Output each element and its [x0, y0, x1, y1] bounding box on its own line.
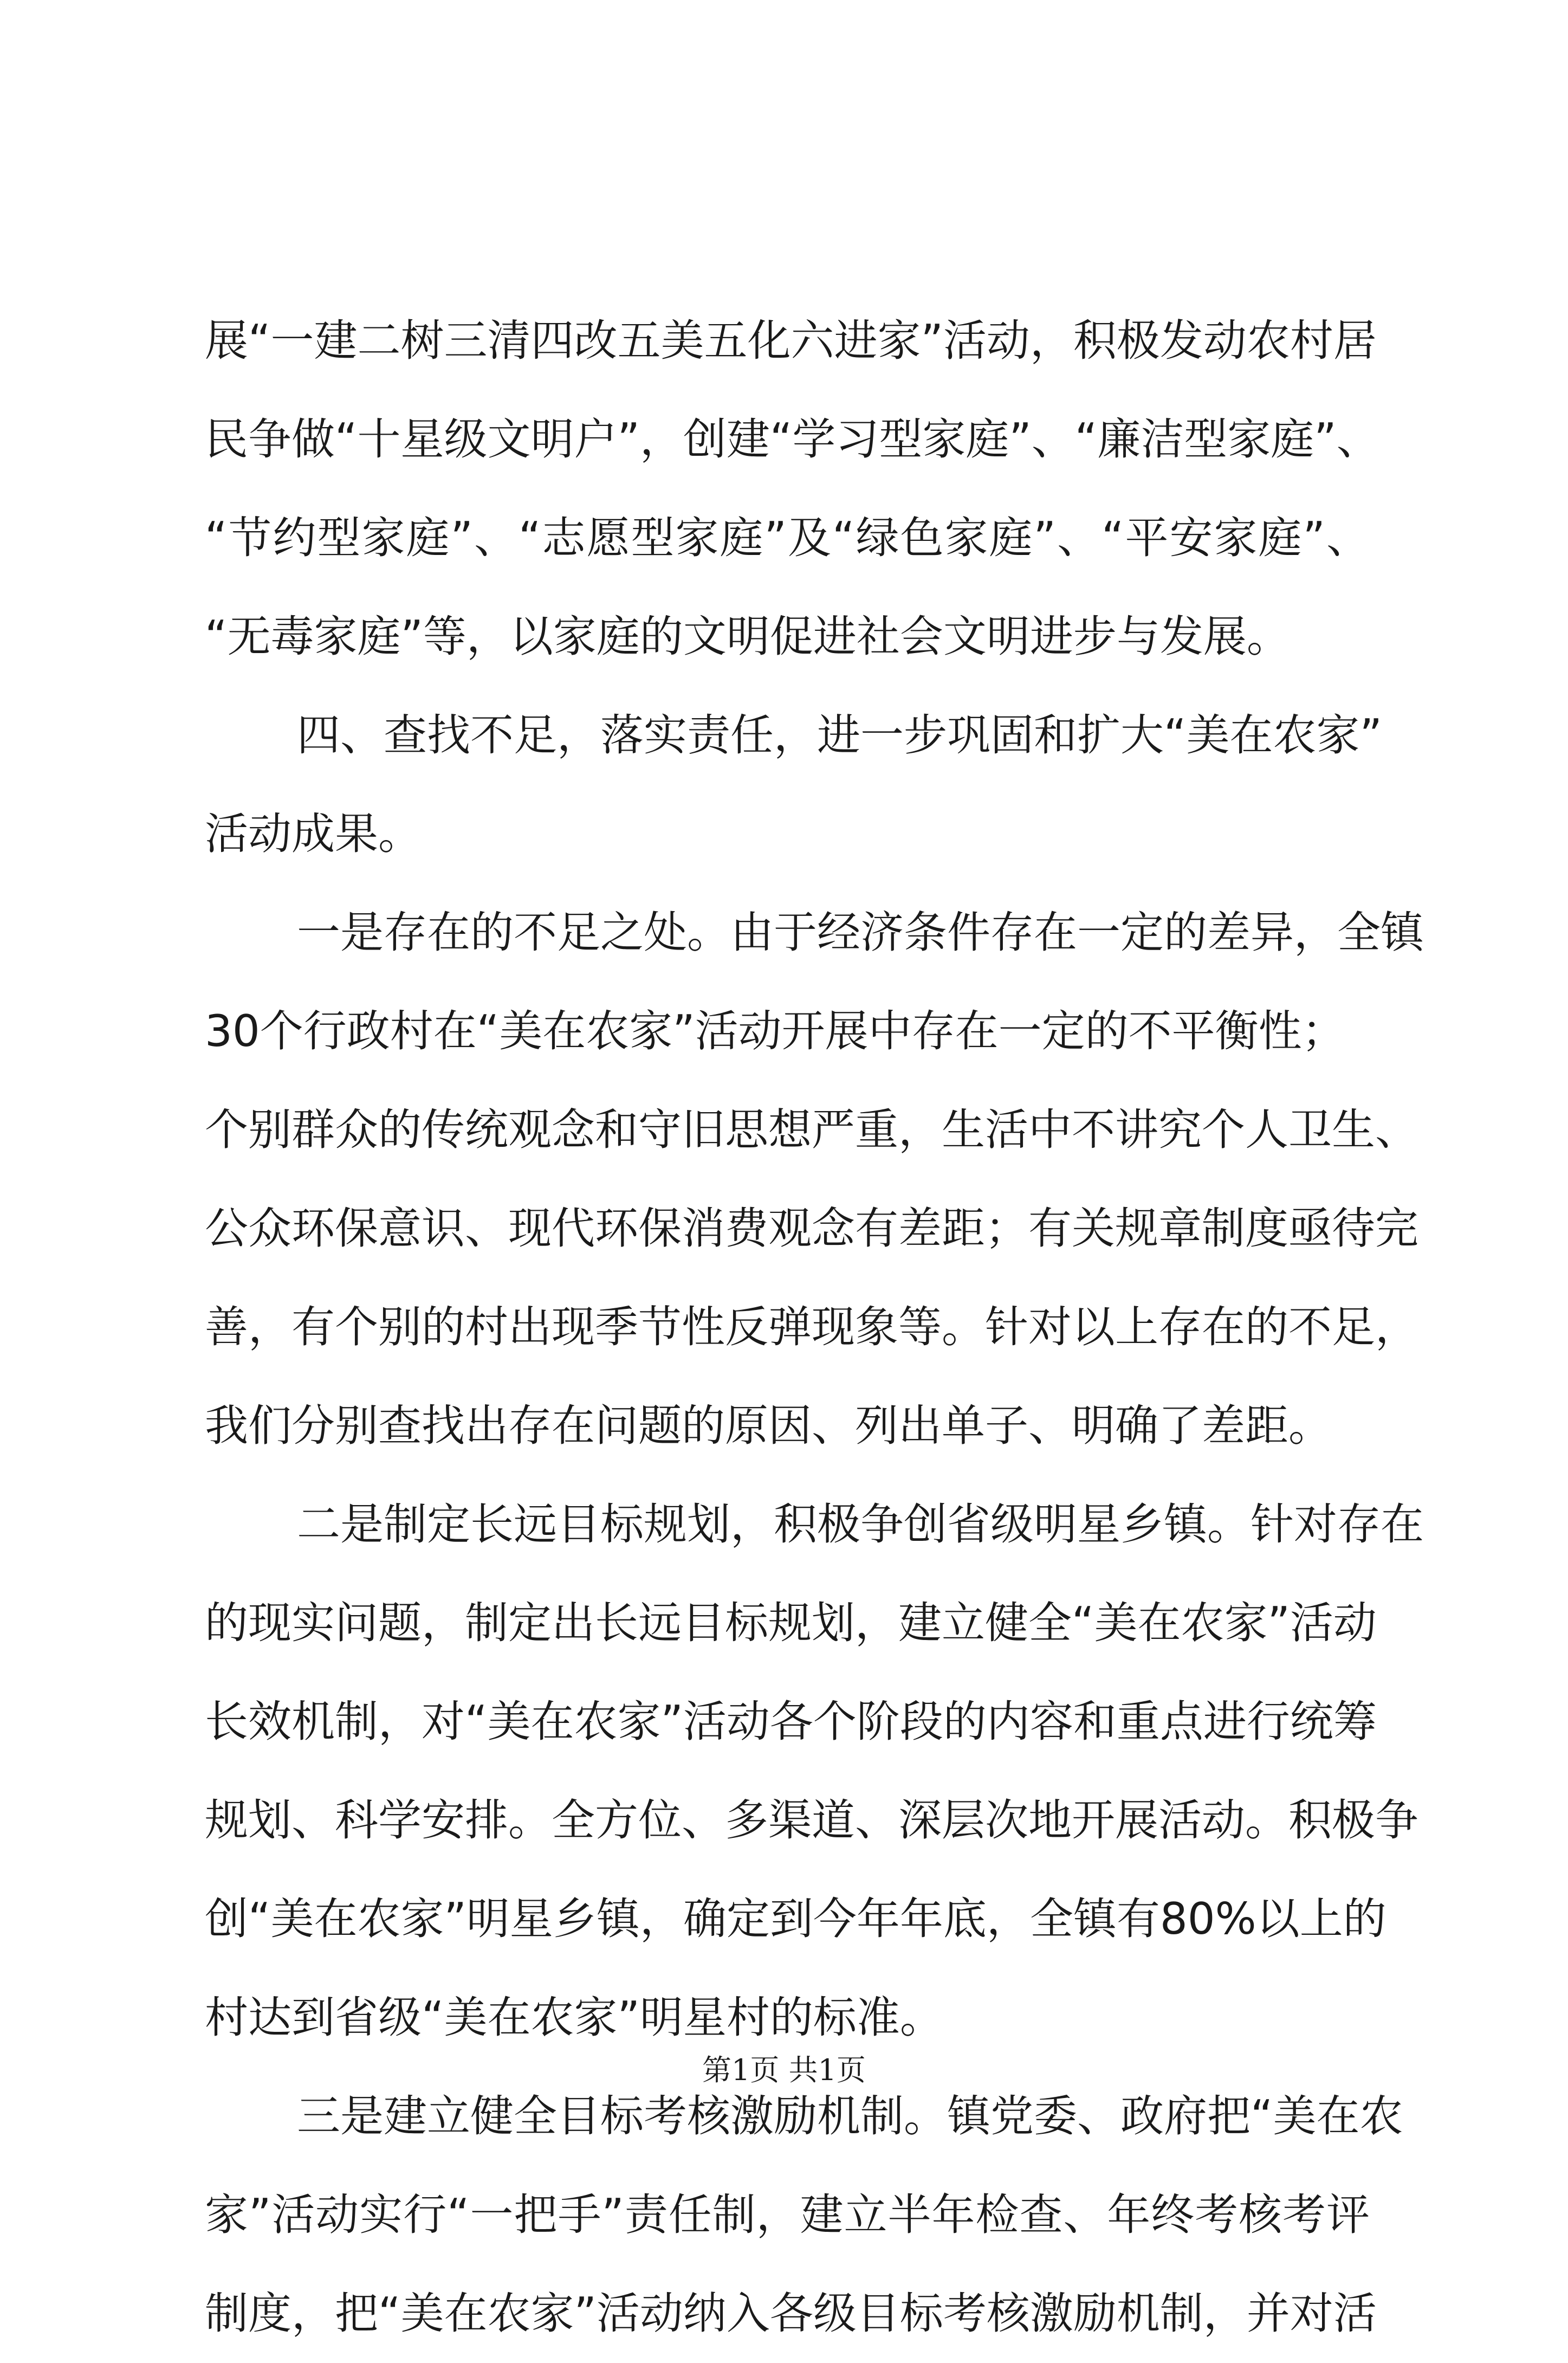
text-line: 30个行政村在“美在农家”活动开展中存在一定的不平衡性；	[205, 1006, 1345, 1056]
text-line: “无毒家庭”等，以家庭的文明促进社会文明进步与发展。	[205, 611, 1290, 662]
paragraph-first-line: 二是制定长远目标规划，积极争创省级明星乡镇。针对存在	[297, 1499, 1424, 1549]
page-footer: 第1页 共1页	[702, 2053, 866, 2087]
paragraph-first-line: 四、查找不足，落实责任，进一步巩固和扩大“美在农家”	[297, 710, 1382, 760]
text-line: 展“一建二树三清四改五美五化六进家”活动，积极发动农村居	[205, 315, 1377, 366]
text-line: 我们分别查找出存在问题的原因、列出单子、明确了差距。	[205, 1400, 1332, 1451]
text-line: 家”活动实行“一把手”责任制，建立半年检查、年终考核考评	[205, 2190, 1370, 2240]
text-line: 的现实问题，制定出长远目标规划，建立健全“美在农家”活动	[205, 1598, 1377, 1648]
text-line: “节约型家庭”、“志愿型家庭”及“绿色家庭”、“平安家庭”、	[205, 513, 1370, 563]
text-line: 创“美在农家”明星乡镇，确定到今年年底，全镇有80%以上的	[205, 1894, 1386, 1944]
text-line: 个别群众的传统观念和守旧思想严重，生活中不讲究个人卫生、	[205, 1105, 1418, 1155]
text-line: 公众环保意识、现代环保消费观念有差距；有关规章制度亟待完	[205, 1203, 1418, 1254]
paragraph-first-line: 一是存在的不足之处。由于经济条件存在一定的差异，全镇	[297, 907, 1424, 958]
text-line: 规划、科学安排。全方位、多渠道、深层次地开展活动。积极争	[205, 1795, 1418, 1845]
text-line: 民争做“十星级文明户”，创建“学习型家庭”、“廉洁型家庭”、	[205, 414, 1380, 464]
text-line: 制度，把“美在农家”活动纳入各级目标考核激励机制，并对活	[205, 2288, 1377, 2339]
text-line: 长效机制，对“美在农家”活动各个阶段的内容和重点进行统筹	[205, 1696, 1377, 1747]
text-line: 活动成果。	[205, 809, 422, 859]
text-line: 善，有个别的村出现季节性反弹现象等。针对以上存在的不足，	[205, 1302, 1418, 1352]
paragraph-first-line: 三是建立健全目标考核激励机制。镇党委、政府把“美在农	[297, 2091, 1403, 2141]
text-line: 村达到省级“美在农家”明星村的标准。	[205, 1992, 943, 2043]
